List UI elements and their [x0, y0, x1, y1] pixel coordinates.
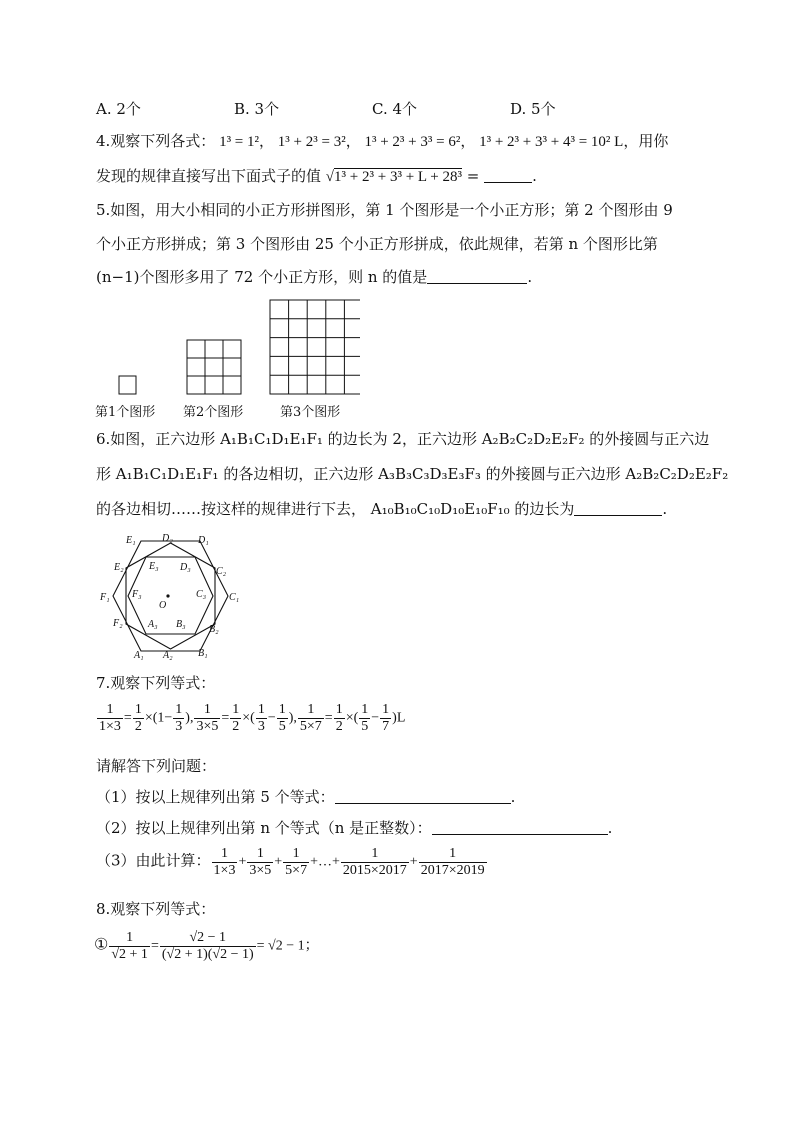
- frac-1-57: $\frac{1}{5\times 7}$: [299, 702, 322, 734]
- q4-eq4: 1³ + 2³ + 3³ + 4³ = 10² L: [479, 134, 624, 150]
- label-B3: B₃: [176, 619, 186, 630]
- q6-line2: 形 A₁B₁C₁D₁E₁F₁ 的各边相切，正六边形 A₃B₃C₃D₃E₃F₃ 的外接圆与正六边形 A₂B₂C₂D₂E₂F₂: [96, 465, 729, 483]
- label-C3: C₃: [196, 589, 207, 600]
- label-D1: D₁: [198, 535, 209, 546]
- label-E1: E₁: [126, 535, 136, 546]
- q4-line2: 发现的规律直接写出下面式子的值 √1³ + 2³ + 3³ + L + 28³ = .: [96, 167, 537, 185]
- q4-line1: [96, 130, 668, 151]
- q4-intro: 4.观察下列各式：: [96, 132, 216, 150]
- q7-part1-text: （1）按以上规律列出第 5 个等式：: [96, 788, 335, 806]
- square-pattern-figure: [90, 296, 360, 400]
- option-d: D. 5个: [510, 100, 556, 118]
- caption-3: 第3个图形: [280, 405, 341, 420]
- figure3-grid: [270, 300, 360, 394]
- q8-result: = √2 − 1；: [256, 938, 319, 954]
- caption-1: 第1个图形: [95, 405, 156, 420]
- answer-blank-q7-1[interactable]: [335, 789, 511, 804]
- option-a: A. 2个: [96, 100, 141, 118]
- q7-equations: $\frac{1}{1\times 3}$ = $\frac{1}{2}$ ×(1− $\frac{1}{3}$ ), $\frac{1}{3\times 5}$ = $\frac{1}{2}$ ×( $\frac{1}{3}$ − $\frac{1}{5}$ ), $\frac{1}{5\times 7}$ = $\frac{1}{2}$ ×( $\frac{1}{5}$ − $\frac{1}{7}$ )L: [99, 702, 406, 734]
- label-E2: E₂: [114, 562, 124, 573]
- center-point: [166, 594, 169, 597]
- q7-part2-text: （2）按以上规律列出第 n 个等式（n 是正整数）：: [96, 819, 432, 837]
- q4-tail: ，用你: [623, 132, 669, 150]
- q6-line3-text: 的各边相切……按这样的规律进行下去， A₁₀B₁₀C₁₀D₁₀E₁₀F₁₀ 的边长为: [96, 500, 575, 518]
- q5-line3: (n−1)个图形多用了 72 个小正方形，则 n 的值是 .: [96, 268, 533, 286]
- figure1-square: [119, 376, 136, 394]
- q4-eq2: 1³ + 2³ = 3²，: [277, 134, 361, 150]
- frac-1-35: $\frac{1}{3\times 5}$: [196, 702, 219, 734]
- label-A2: A₂: [163, 650, 173, 661]
- q5-line2: 个小正方形拼成；第 3 个图形由 25 个小正方形拼成，依此规律，若第 n 个图形比第: [96, 235, 658, 253]
- q4-line2-text: 发现的规律直接写出下面式子的值: [96, 167, 322, 185]
- answer-blank-q6[interactable]: [574, 501, 662, 516]
- circled-one: ①: [94, 936, 109, 954]
- q4-eq1: 1³ = 1²，: [219, 134, 275, 150]
- q5-line1: 5.如图，用大小相同的小正方形拼图形，第 1 个图形是一个小正方形；第 2 个图形由 9: [96, 201, 673, 219]
- q7-part3: （3）由此计算： $\frac{1}{1\times 3}$ + $\frac{1}{3\times 5}$ + $\frac{1}{5\times 7}$ +…+ $\frac{1}{2015\times 2017}$ + $\frac{1}{2017\times 2019}$: [96, 846, 485, 878]
- q4-eq: =: [466, 167, 480, 185]
- label-D3: D₃: [180, 562, 191, 573]
- answer-blank-q4[interactable]: [484, 168, 532, 183]
- sqrt-expression: √1³ + 2³ + 3³ + L + 28³: [325, 169, 462, 185]
- option-c: C. 4个: [372, 100, 418, 118]
- answer-blank-q5[interactable]: [427, 269, 527, 284]
- q7-part2: （2）按以上规律列出第 n 个等式（n 是正整数）： .: [96, 819, 613, 837]
- label-B2: B₂: [209, 624, 219, 635]
- label-C2: C₂: [216, 566, 227, 577]
- label-D2: D₂: [162, 533, 173, 544]
- q8-intro: 8.观察下列等式：: [96, 900, 216, 918]
- label-O: O: [159, 600, 167, 611]
- q7-part1: （1）按以上规律列出第 5 个等式： .: [96, 788, 516, 806]
- label-C1: C₁: [229, 592, 240, 603]
- nested-hexagons-figure: [96, 530, 246, 662]
- label-F1: F₁: [100, 592, 110, 603]
- label-F2: F₂: [113, 618, 123, 629]
- label-A3: A₃: [148, 619, 158, 630]
- option-b: B. 3个: [234, 100, 280, 118]
- label-B1: B₁: [198, 648, 208, 659]
- answer-blank-q7-2[interactable]: [432, 820, 608, 835]
- q6-line3: 的各边相切……按这样的规律进行下去， A₁₀B₁₀C₁₀D₁₀E₁₀F₁₀ 的边长为 .: [96, 500, 668, 518]
- frac-1-13: $\frac{1}{1\times 3}$: [99, 702, 121, 734]
- q6-line1: 6.如图，正六边形 A₁B₁C₁D₁E₁F₁ 的边长为 2，正六边形 A₂B₂C₂D₂E₂F₂ 的外接圆与正六边: [96, 430, 710, 448]
- q5-line3-text: (n−1)个图形多用了 72 个小正方形，则 n 的值是: [96, 268, 428, 286]
- radicand: 1³ + 2³ + 3³ + L + 28³: [334, 169, 462, 185]
- q7-part3-text: （3）由此计算：: [96, 851, 211, 870]
- q4-eq3: 1³ + 2³ + 3³ = 6²，: [364, 134, 476, 150]
- label-F3: F₃: [132, 589, 142, 600]
- q7-ask: 请解答下列问题：: [96, 757, 217, 775]
- label-A1: A₁: [134, 650, 144, 661]
- label-E3: E₃: [149, 561, 159, 572]
- q7-intro: 7.观察下列等式：: [96, 674, 216, 692]
- q8-equation-1: ① $\frac{1}{√2 + 1}$ = $\frac{√2 - 1}{(√2 + 1)(√2 - 1)}$ = √2 − 1；: [94, 930, 319, 962]
- figure2-grid: [187, 340, 241, 394]
- caption-2: 第2个图形: [183, 405, 244, 420]
